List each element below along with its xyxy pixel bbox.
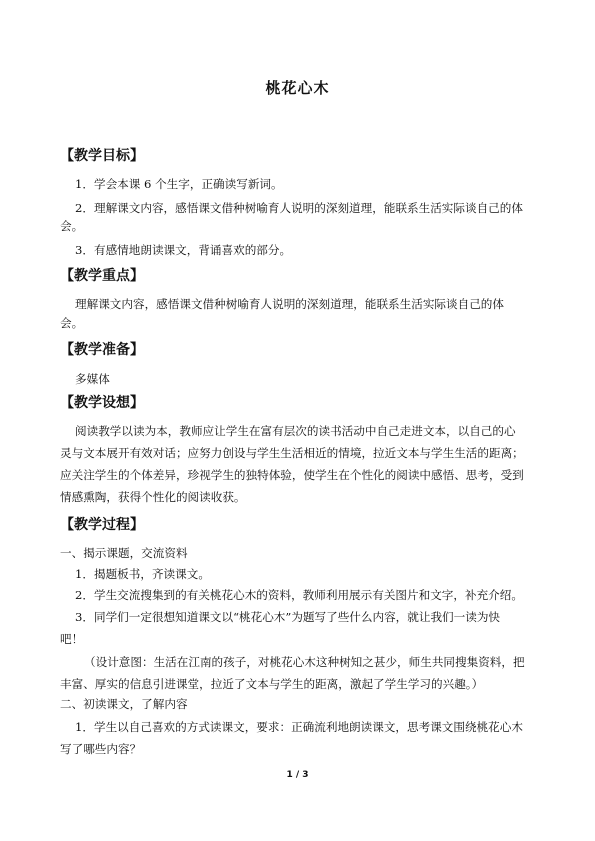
process-line-7: 丰富、厚实的信息引进课堂，拉近了文本与学生的距离，激起了学生学习的兴趣。）: [60, 677, 484, 691]
focus-line-1: 理解课文内容，感悟课文借种树喻育人说明的深刻道理，能联系生活实际谈自己的体: [75, 297, 504, 311]
process-line-10: 写了哪些内容？: [60, 742, 142, 756]
process-line-6: （设计意图：生活在江南的孩子，对桃花心木这种树知之甚少，师生共同搜集资料，把: [84, 655, 525, 669]
heading-prep: 【教学准备】: [60, 342, 144, 358]
concept-line-1: 阅读教学以读为本，教师应让学生在富有层次的读书活动中自己走进文本，以自己的心: [75, 424, 516, 438]
heading-concept: 【教学设想】: [60, 395, 144, 411]
concept-line-4: 情感熏陶，获得个性化的阅读收获。: [60, 490, 246, 504]
process-line-3: 2．学生交流搜集到的有关桃花心木的资料，教师利用展示有关图片和文字，补充介绍。: [75, 588, 523, 602]
document-title: 桃花心木: [265, 79, 330, 97]
concept-line-3: 应关注学生的个体差异，珍视学生的独特体验，使学生在个性化的阅读中感悟、思考，受到: [60, 468, 524, 482]
process-line-2: 1．揭题板书，齐读课文。: [75, 567, 210, 581]
process-line-8: 二、初读课文，了解内容: [60, 697, 188, 711]
heading-focus: 【教学重点】: [60, 268, 144, 284]
process-line-5: 吧！: [60, 632, 84, 646]
goals-line-4: 3．有感情地朗读课文，背诵喜欢的部分。: [75, 243, 292, 257]
goals-line-1: 1．学会本课 6 个生字，正确读写新词。: [75, 177, 283, 191]
focus-line-2: 会。: [60, 316, 84, 330]
process-line-9: 1．学生以自己喜欢的方式读课文，要求：正确流利地朗读课文，思考课文围绕桃花心木: [75, 720, 523, 734]
page-number: 1 / 3: [286, 770, 309, 780]
prep-line-1: 多媒体: [75, 372, 110, 386]
goals-line-3: 会。: [60, 219, 84, 233]
concept-line-2: 灵与文本展开有效对话；应努力创设与学生生活相近的情境，拉近文本与学生生活的距离；: [60, 446, 524, 460]
goals-line-2: 2．理解课文内容，感悟课文借种树喻育人说明的深刻道理，能联系生活实际谈自己的体: [75, 201, 523, 215]
heading-process: 【教学过程】: [60, 517, 144, 533]
heading-goals: 【教学目标】: [60, 148, 144, 164]
process-line-1: 一、揭示课题，交流资料: [60, 546, 188, 560]
process-line-4: 3．同学们一定很想知道课文以“桃花心木”为题写了些什么内容，就让我们一读为快: [75, 610, 501, 624]
